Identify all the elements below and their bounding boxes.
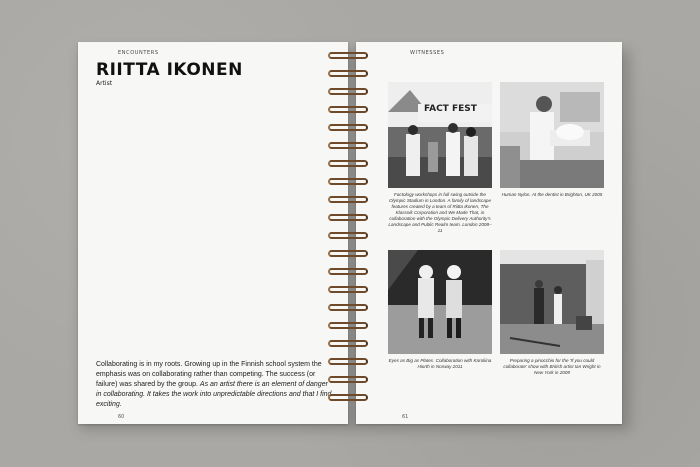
spiral-coil	[328, 106, 368, 113]
photo-dentist	[500, 82, 604, 188]
right-section-label: WITNESSES	[410, 50, 445, 56]
page-title: RIITTA IKONEN	[96, 60, 243, 80]
body-plain-text: Collaborating is in my roots. Growing up in the Finnish school system the emphasis was on collaborating rather than competing. The success (or failure) was shared by the group.	[96, 361, 322, 388]
spiral-coil	[328, 196, 368, 203]
left-page-number: 60	[118, 414, 125, 420]
spiral-coil	[328, 304, 368, 311]
spiral-coil	[328, 358, 368, 365]
photo-fact-fest-image	[388, 82, 492, 188]
spiral-coil	[328, 250, 368, 257]
caption-dentist: Human Nylon. At the dentist in Brighton, UK 2005	[501, 192, 603, 197]
spiral-coil	[328, 52, 368, 59]
spiral-coil	[328, 376, 368, 383]
spiral-coil	[328, 394, 368, 401]
left-page	[78, 42, 348, 424]
spiral-binding	[328, 52, 372, 412]
spiral-coil	[328, 142, 368, 149]
spiral-coil	[328, 88, 368, 95]
photo-dentist-image	[500, 82, 604, 188]
fact-fest-sign: FACT FEST	[424, 104, 477, 114]
right-page	[356, 42, 622, 424]
caption-pinocchio: Preparing a pinocchio for the 'If you could collaborate' show with British artist Ian Wright in New York in 2009	[503, 358, 601, 375]
spiral-coil	[328, 178, 368, 185]
spiral-coil	[328, 160, 368, 167]
spiral-coil	[328, 340, 368, 347]
body-paragraph	[96, 360, 332, 410]
spiral-coil	[328, 214, 368, 221]
body-italic-text: As an artist there is an element of danger in collaborating. It takes the work into unpredictable directions and that I find exciting.	[96, 381, 332, 408]
photo-fact-fest	[388, 82, 492, 188]
photo-pinocchio	[500, 250, 604, 354]
spiral-coil	[328, 124, 368, 131]
spiral-coil	[328, 232, 368, 239]
right-page-number: 61	[402, 414, 409, 420]
spiral-coil	[328, 268, 368, 275]
spiral-coil	[328, 70, 368, 77]
caption-eyes-as-plates: Eyes as Big as Plates. Collaboration with Karoliina Hiorth in Norway 2011	[388, 358, 492, 369]
photo-eyes-as-plates	[388, 250, 492, 354]
photo-eyes-as-plates-image	[388, 250, 492, 354]
spiral-coil	[328, 322, 368, 329]
photo-pinocchio-image	[500, 250, 604, 354]
page-subtitle: Artist	[96, 80, 113, 87]
caption-fact-fest: Factology workshops in full swing outside the Olympic Stadium in London. A family of landscape features created by a team of Riitta Ikonen, The Klassnik Corporation and We Made That, in collaboration with the Olympic Delivery Authority's Landscape and Public Realm team. London 2008–11	[388, 192, 492, 233]
spiral-coil	[328, 286, 368, 293]
left-section-label: ENCOUNTERS	[118, 50, 159, 56]
